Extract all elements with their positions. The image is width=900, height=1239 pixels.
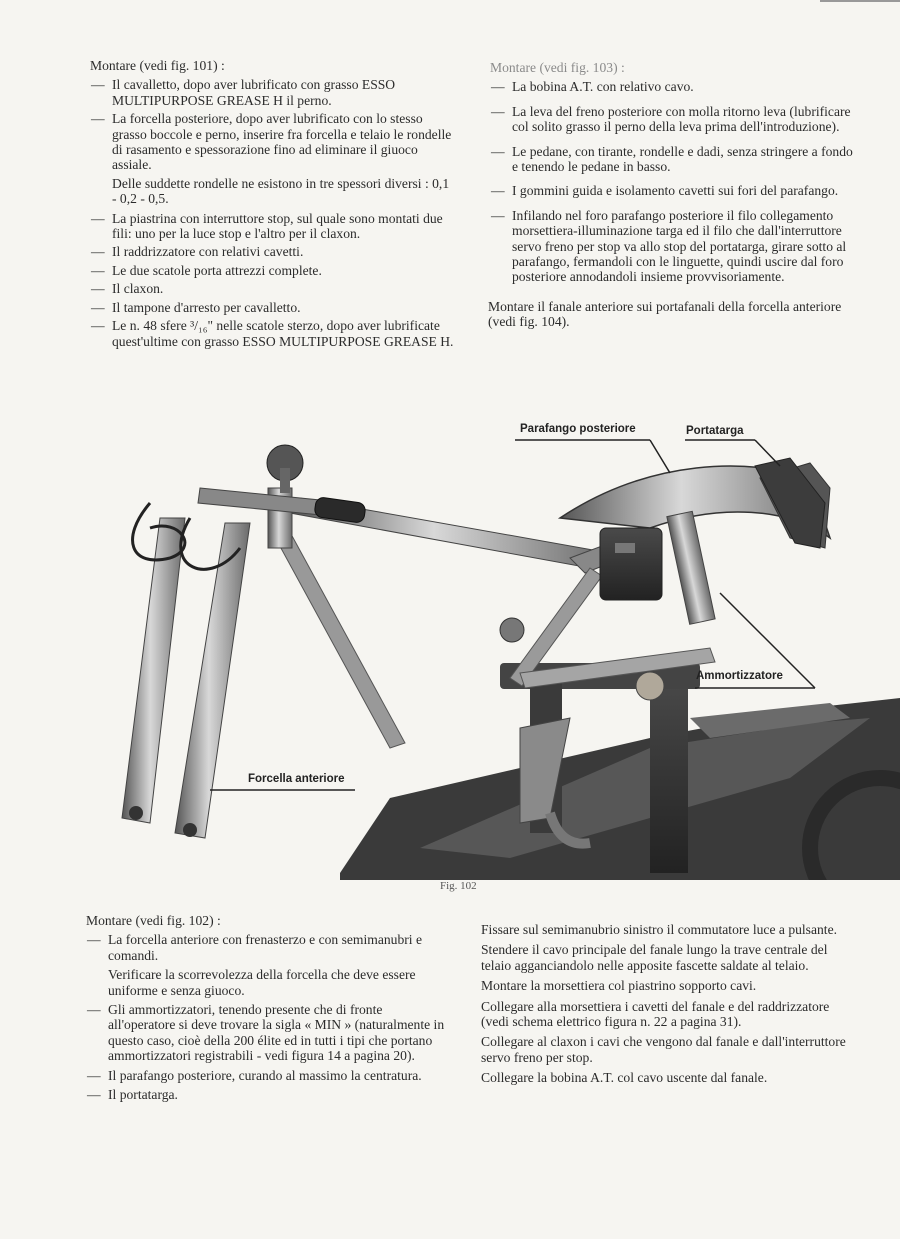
list-item: — Gli ammortizzatori, tenendo presente che di fronte all'operatore si deve trovare la sigla « MIN » (naturalmente in questo caso, cioè della 200 élite ed in tutti i tipi che portano ammortizzatori registrabili - vedi figura 14 a pagina 20). xyxy=(87,1002,445,1064)
list-item: — Infilando nel foro parafango posteriore il filo collegamento morsettiera-illuminazione targa ed il filo che dall'interruttore servo freno per stop va allo stop del portatarga, girare sotto al parafango, fermandoli con le linguette, quindi uscire dal foro posteriore annodandoli insieme provvisoriamente. xyxy=(491,207,847,285)
list-item: — La leva del freno posteriore con molla ritorno leva (lubrificare col solito grasso il perno della leva prima dell'introduzione). xyxy=(491,103,851,135)
list-item: — Le pedane, con tirante, rondelle e dadi, senza stringere a fondo e tenendo le pedane in basso. xyxy=(491,143,853,175)
assembly-list xyxy=(84,1002,450,1102)
bottom-right-column xyxy=(481,922,849,1091)
list-item: — La forcella anteriore con frenasterzo e con semimanubri e comandi. xyxy=(87,932,423,963)
figure-caption: Fig. 102 xyxy=(440,880,477,892)
instruction-paragraph: Collegare al claxon i cavi che vengono dal fanale e dall'interruttore servo freno per stop. xyxy=(481,1034,846,1065)
top-left-column xyxy=(88,58,456,352)
instruction-paragraph: Collegare alla morsettiera i cavetti del fanale e del raddrizzatore (vedi schema elettrico figura n. 22 a pagina 31). xyxy=(481,998,830,1030)
list-item: — Il cavalletto, dopo aver lubrificato con grasso ESSO MULTIPURPOSE GREASE H il perno. xyxy=(91,77,396,108)
section-intro: Montare (vedi fig. 103) : xyxy=(490,60,625,75)
frame-photo xyxy=(90,418,900,880)
front-fork-left xyxy=(122,518,185,823)
list-item: — Il parafango posteriore, curando al massimo la centratura. xyxy=(87,1067,422,1083)
list-item: — Le n. 48 sfere ³/₁₆" nelle scatole sterzo, dopo aver lubrificate quest'ultime con grasso ESSO MULTIPURPOSE GREASE H. xyxy=(91,318,454,349)
handgrip xyxy=(314,497,366,524)
callout-forcella: Forcella anteriore xyxy=(248,773,345,785)
section-intro: Montare (vedi fig. 102) : xyxy=(86,913,221,928)
list-item: — La bobina A.T. con relativo cavo. xyxy=(491,79,694,95)
list-item: — La piastrina con interruttore stop, sul quale sono montati due fili: uno per la luce stop e l'altro per il claxon. xyxy=(91,210,443,242)
note-paragraph: Verificare la scorrevolezza della forcella che deve essere uniforme e senza giuoco. xyxy=(108,967,416,998)
list-item: — Il claxon. xyxy=(91,281,164,297)
assembly-list xyxy=(88,77,456,172)
list-item: — I gommini guida e isolamento cavetti sui fori del parafango. xyxy=(491,183,839,199)
scan-edge-line xyxy=(820,0,900,2)
list-item: — La forcella posteriore, dopo aver lubrificato con lo stesso grasso boccole e perno, inserire fra forcella e telaio le rondelle di rasamento e spessorazione fino ad eliminare il giuoco assiale. xyxy=(91,111,452,173)
instruction-paragraph: Collegare la bobina A.T. col cavo uscente dal fanale. xyxy=(481,1070,768,1086)
closing-paragraph: Montare il fanale anteriore sui portafanali della forcella anteriore (vedi fig. 104). xyxy=(488,298,842,330)
instruction-paragraph: Stendere il cavo principale del fanale lungo la trave centrale del telaio agganciandolo nelle apposite fascette saldate al telaio. xyxy=(481,942,828,973)
shock-absorber xyxy=(667,511,715,624)
list-item: — Le due scatole porta attrezzi complete. xyxy=(91,262,322,278)
callout-portatarga: Portatarga xyxy=(686,425,744,437)
note-paragraph: Delle suddette rondelle ne esistono in tre spessori diversi : 0,1 - 0,2 - 0,5. xyxy=(112,175,450,207)
instruction-paragraph: Montare la morsettiera col piastrino sopporto cavi. xyxy=(481,978,757,994)
section-intro: Montare (vedi fig. 101) : xyxy=(90,58,225,73)
stand-post xyxy=(650,673,688,873)
list-item: — Il portatarga. xyxy=(87,1087,178,1103)
bottom-left-column xyxy=(84,913,450,1106)
list-item: — Il tampone d'arresto per cavalletto. xyxy=(91,299,301,315)
list-item: — Il raddrizzatore con relativi cavetti. xyxy=(91,244,304,260)
callout-parafango: Parafango posteriore xyxy=(520,423,636,435)
assembly-list xyxy=(488,79,853,284)
callout-ammortizzatore: Ammortizzatore xyxy=(696,670,783,682)
assembly-list xyxy=(84,932,450,963)
top-right-column xyxy=(488,60,853,330)
assembly-list xyxy=(88,211,456,349)
instruction-paragraph: Fissare sul semimanubrio sinistro il commutatore luce a pulsante. xyxy=(481,922,838,937)
tool-box xyxy=(600,528,662,600)
figure-102 xyxy=(90,418,900,880)
